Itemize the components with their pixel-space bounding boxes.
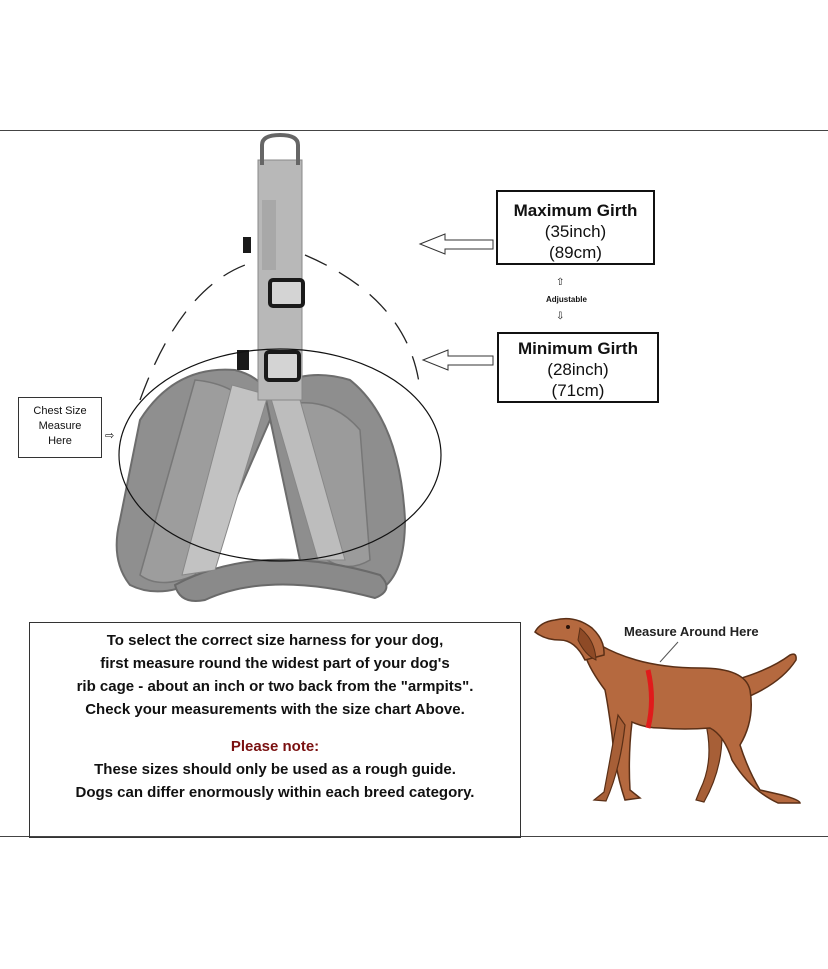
instructions-box <box>29 622 521 838</box>
instruction-line: first measure round the widest part of your dog's <box>100 655 450 672</box>
min-girth-box <box>497 332 659 403</box>
chest-size-line2: Measure <box>38 420 82 432</box>
instruction-line: Check your measurements with the size chart Above. <box>85 701 465 718</box>
max-girth-cm: (89cm) <box>549 243 602 262</box>
min-girth-inch: (28inch) <box>547 360 609 379</box>
note-line: Dogs can differ enormously within each breed category. <box>75 784 475 801</box>
measure-pointer <box>660 642 678 662</box>
max-girth-arrow <box>420 234 493 254</box>
measure-around-label: Measure Around Here <box>624 624 759 639</box>
note-line: These sizes should only be used as a rough guide. <box>94 761 456 778</box>
max-girth-title: Maximum Girth <box>513 201 638 220</box>
chest-size-box <box>18 397 102 458</box>
max-girth-inch: (35inch) <box>544 222 607 241</box>
chest-size-line3: Here <box>48 435 72 447</box>
note-title: Please note: <box>230 738 320 755</box>
chest-size-line1: Chest Size <box>33 405 87 417</box>
harness-image <box>117 135 405 601</box>
adjustable-down-arrow: ⇩ <box>556 311 565 322</box>
instruction-line: To select the correct size harness for your dog, <box>106 632 444 649</box>
min-girth-title: Minimum Girth <box>518 339 638 358</box>
min-girth-arrow <box>423 350 493 370</box>
instruction-line: rib cage - about an inch or two back from the "armpits". <box>76 678 474 695</box>
adjustable-up-arrow: ⇧ <box>556 277 565 288</box>
adjustable-label: Adjustable <box>546 295 587 304</box>
dog-illustration <box>535 619 800 803</box>
max-girth-box <box>496 190 655 265</box>
min-girth-cm: (71cm) <box>551 381 605 400</box>
chest-size-arrow-icon: ⇨ <box>105 430 115 442</box>
